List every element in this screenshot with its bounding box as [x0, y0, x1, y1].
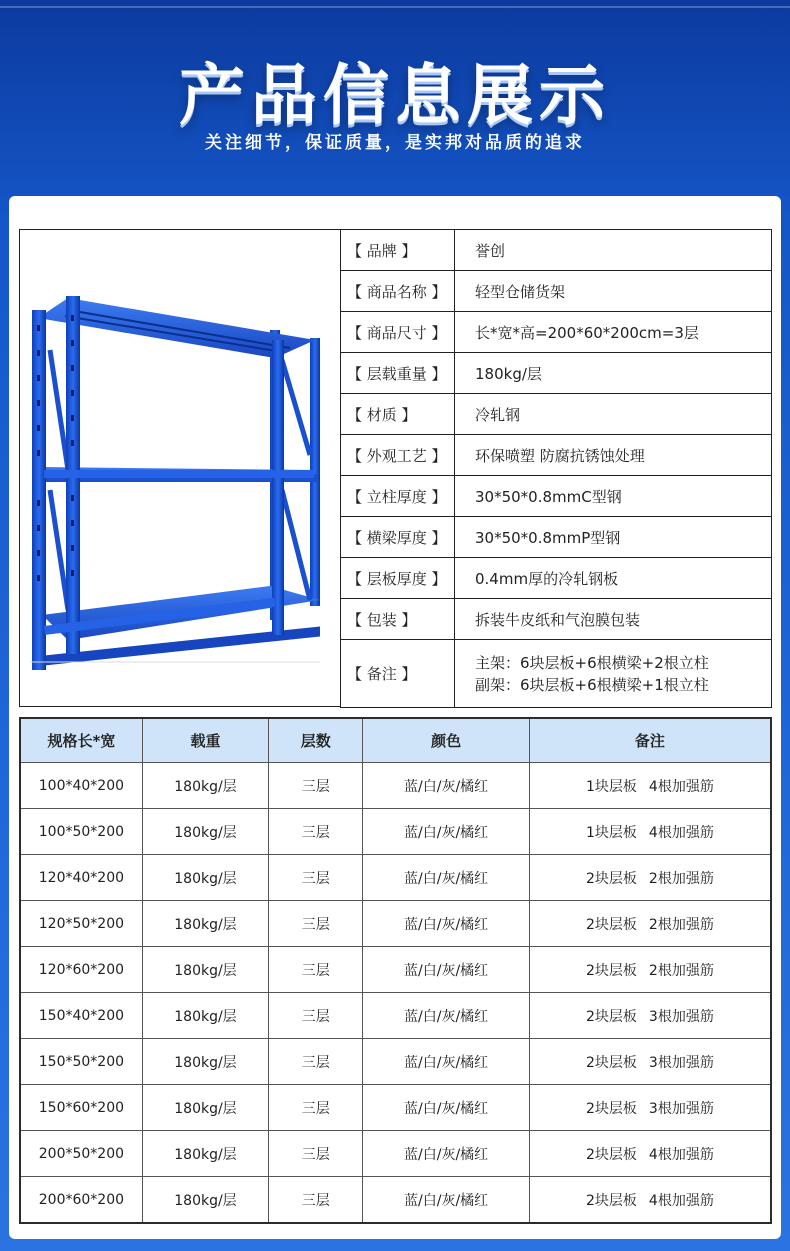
spec-value: 冷轧钢 [455, 394, 772, 435]
cell-note [529, 1085, 771, 1131]
spec-row [341, 435, 772, 476]
note-boards: 2块层板 [585, 1146, 637, 1163]
spec-value: 环保喷塑 防腐抗锈蚀处理 [455, 435, 772, 476]
cell-color: 蓝/白/灰/橘红 [363, 947, 529, 993]
spec-row [341, 353, 772, 394]
cell-size: 150*50*200 [20, 1039, 142, 1085]
cell-color: 蓝/白/灰/橘红 [363, 1085, 529, 1131]
cell-layers: 三层 [269, 1177, 363, 1224]
page-subtitle: 关注细节，保证质量，是实邦对品质的追求 [205, 133, 585, 153]
spec-value: 拆装牛皮纸和气泡膜包装 [455, 599, 772, 640]
cell-layers: 三层 [269, 809, 363, 855]
cell-note [529, 901, 771, 947]
cell-layers: 三层 [269, 1085, 363, 1131]
spec-row-remark [341, 640, 772, 708]
cell-note [529, 947, 771, 993]
cell-size: 200*50*200 [20, 1131, 142, 1177]
table-row [20, 1085, 771, 1131]
header-note: 备注 [529, 718, 771, 763]
cell-note [529, 1039, 771, 1085]
spec-value: 誉创 [455, 230, 772, 271]
size-table [19, 717, 772, 1224]
cell-layers: 三层 [269, 1039, 363, 1085]
cell-layers: 三层 [269, 1131, 363, 1177]
cell-note [529, 993, 771, 1039]
cell-layers: 三层 [269, 763, 363, 809]
note-ribs: 4根加强筋 [648, 824, 714, 841]
cell-size: 120*50*200 [20, 901, 142, 947]
remark-line-main: 主架：6块层板+6根横梁+2根立柱 [475, 653, 709, 672]
table-row [20, 1177, 771, 1224]
cell-load: 180kg/层 [142, 1131, 268, 1177]
spec-value [455, 640, 772, 708]
cell-size: 200*60*200 [20, 1177, 142, 1224]
header-size: 规格长*宽 [20, 718, 142, 763]
cell-color: 蓝/白/灰/橘红 [363, 809, 529, 855]
cell-note [529, 1131, 771, 1177]
spec-value: 长*宽*高=200*60*200cm=3层 [455, 312, 772, 353]
spec-key: 【 层板厚度 】 [341, 558, 455, 599]
cell-load: 180kg/层 [142, 1039, 268, 1085]
size-table-header [20, 718, 771, 763]
cell-layers: 三层 [269, 855, 363, 901]
note-boards: 2块层板 [585, 962, 637, 979]
cell-load: 180kg/层 [142, 993, 268, 1039]
spec-row [341, 271, 772, 312]
page-header [0, 0, 790, 195]
spec-key: 【 备注 】 [341, 640, 455, 708]
spec-key: 【 包装 】 [341, 599, 455, 640]
table-row [20, 1131, 771, 1177]
cell-note [529, 763, 771, 809]
cell-color: 蓝/白/灰/橘红 [363, 763, 529, 809]
spec-value: 0.4mm厚的冷轧钢板 [455, 558, 772, 599]
cell-note [529, 855, 771, 901]
header-divider [0, 6, 790, 8]
cell-layers: 三层 [269, 901, 363, 947]
spec-key: 【 外观工艺 】 [341, 435, 455, 476]
note-ribs: 4根加强筋 [648, 1192, 714, 1209]
cell-load: 180kg/层 [142, 1085, 268, 1131]
cell-load: 180kg/层 [142, 855, 268, 901]
spec-row [341, 558, 772, 599]
page-title: 产品信息展示 [179, 57, 611, 134]
cell-color: 蓝/白/灰/橘红 [363, 1039, 529, 1085]
cell-layers: 三层 [269, 947, 363, 993]
note-boards: 2块层板 [585, 1008, 637, 1025]
note-boards: 2块层板 [585, 1100, 637, 1117]
spec-key: 【 材质 】 [341, 394, 455, 435]
spec-value: 30*50*0.8mmC型钢 [455, 476, 772, 517]
spec-table [340, 229, 772, 708]
cell-size: 150*60*200 [20, 1085, 142, 1131]
spec-row [341, 394, 772, 435]
cell-note [529, 809, 771, 855]
note-boards: 2块层板 [585, 1054, 637, 1071]
cell-size: 120*40*200 [20, 855, 142, 901]
spec-row [341, 230, 772, 271]
shelf-rack-illustration [20, 230, 339, 706]
spec-row [341, 476, 772, 517]
info-card [9, 196, 781, 1239]
spec-key: 【 层载重量 】 [341, 353, 455, 394]
cell-size: 150*40*200 [20, 993, 142, 1039]
note-ribs: 4根加强筋 [648, 778, 714, 795]
note-boards: 2块层板 [585, 870, 637, 887]
header-load: 载重 [142, 718, 268, 763]
table-row [20, 993, 771, 1039]
cell-note [529, 1177, 771, 1224]
table-row [20, 763, 771, 809]
product-image [19, 229, 340, 707]
cell-load: 180kg/层 [142, 901, 268, 947]
cell-size: 100*50*200 [20, 809, 142, 855]
table-row [20, 1039, 771, 1085]
cell-size: 100*40*200 [20, 763, 142, 809]
spec-row [341, 517, 772, 558]
table-row [20, 809, 771, 855]
cell-size: 120*60*200 [20, 947, 142, 993]
cell-color: 蓝/白/灰/橘红 [363, 855, 529, 901]
spec-value: 轻型仓储货架 [455, 271, 772, 312]
table-row [20, 901, 771, 947]
note-ribs: 2根加强筋 [648, 916, 714, 933]
cell-color: 蓝/白/灰/橘红 [363, 1177, 529, 1224]
note-boards: 2块层板 [585, 916, 637, 933]
spec-row [341, 599, 772, 640]
cell-load: 180kg/层 [142, 763, 268, 809]
cell-layers: 三层 [269, 993, 363, 1039]
spec-value: 180kg/层 [455, 353, 772, 394]
cell-color: 蓝/白/灰/橘红 [363, 901, 529, 947]
note-ribs: 3根加强筋 [648, 1008, 714, 1025]
note-ribs: 2根加强筋 [648, 962, 714, 979]
spec-key: 【 横梁厚度 】 [341, 517, 455, 558]
header-layers: 层数 [269, 718, 363, 763]
note-boards: 1块层板 [585, 778, 637, 795]
spec-row [341, 312, 772, 353]
note-ribs: 3根加强筋 [648, 1054, 714, 1071]
spec-key: 【 立柱厚度 】 [341, 476, 455, 517]
table-row [20, 855, 771, 901]
note-ribs: 4根加强筋 [648, 1146, 714, 1163]
spec-key: 【 商品名称 】 [341, 271, 455, 312]
table-row [20, 947, 771, 993]
cell-load: 180kg/层 [142, 947, 268, 993]
spec-key: 【 商品尺寸 】 [341, 312, 455, 353]
note-boards: 2块层板 [585, 1192, 637, 1209]
cell-color: 蓝/白/灰/橘红 [363, 1131, 529, 1177]
spec-key: 【 品牌 】 [341, 230, 455, 271]
note-ribs: 2根加强筋 [648, 870, 714, 887]
note-ribs: 3根加强筋 [648, 1100, 714, 1117]
cell-color: 蓝/白/灰/橘红 [363, 993, 529, 1039]
cell-load: 180kg/层 [142, 1177, 268, 1224]
note-boards: 1块层板 [585, 824, 637, 841]
remark-line-sub: 副架：6块层板+6根横梁+1根立柱 [475, 675, 709, 694]
spec-value: 30*50*0.8mmP型钢 [455, 517, 772, 558]
header-color: 颜色 [363, 718, 529, 763]
cell-load: 180kg/层 [142, 809, 268, 855]
